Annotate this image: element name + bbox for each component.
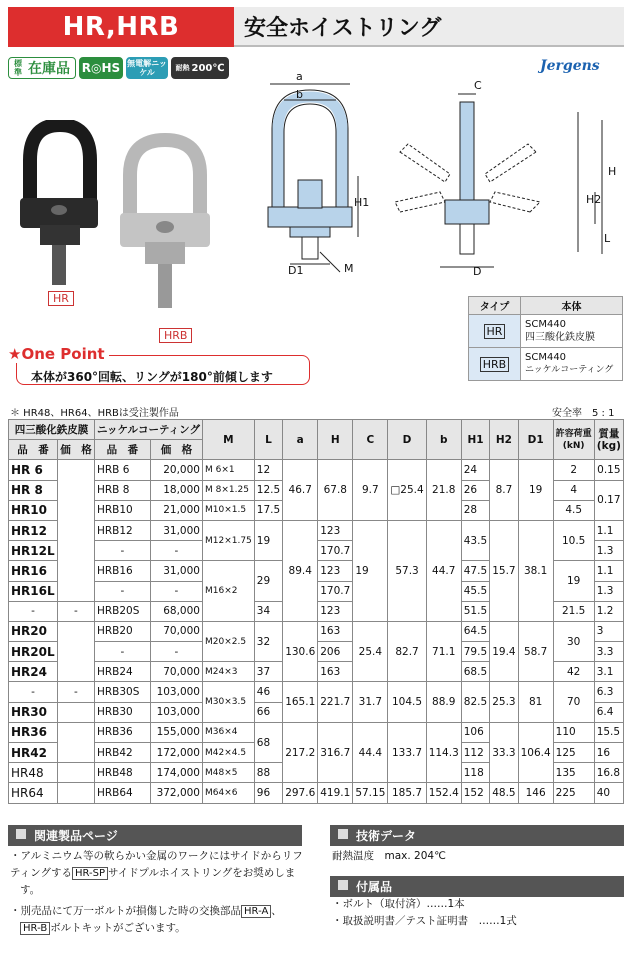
- type-tag: HRB: [480, 357, 509, 372]
- hr-a-link[interactable]: HR-A: [241, 905, 271, 918]
- dim-m: M: [344, 262, 354, 275]
- col-load: 許容荷重 (kN): [553, 420, 594, 460]
- hr-b-link[interactable]: HR-B: [20, 922, 50, 935]
- heat-badge: 耐熱 200℃: [171, 57, 229, 79]
- col-L: L: [254, 420, 282, 460]
- table-row: HR 6 HRB 6 20,000 M 6×1 12 46.7 67.8 9.7 □25.4 21.8 24 8.7 19 2 0.15: [9, 460, 624, 480]
- dim-c: C: [474, 79, 482, 92]
- table-row: HR48 HRB48 174,000 M48×5 88 118 135 16.8: [9, 763, 624, 783]
- related-section-title: 関連製品ページ: [8, 825, 302, 846]
- dim-d: D: [473, 265, 482, 278]
- table-row: HR64 HRB64 372,000 M64×6 96 297.6 419.1 57.15 185.7 152.4 152 48.5 146 225 40: [9, 783, 624, 803]
- table-row: HR24 HRB24 70,000 M24×3 37 163 68.5 42 3.1: [9, 662, 624, 682]
- sub-pn-nickel: 品 番: [94, 440, 150, 460]
- product-title: 安全ホイストリング: [234, 7, 624, 47]
- col-D1: D1: [518, 420, 553, 460]
- stock-badge: 標準 在庫品: [8, 57, 76, 79]
- material-body: SCM440: [525, 319, 567, 330]
- sub-price: 価 格: [57, 440, 94, 460]
- dim-b: b: [296, 88, 303, 101]
- badge-row: [8, 57, 229, 79]
- accessories-text: ・ボルト（取付済）……1本 ・取扱説明書／テスト証明書 ……1式: [332, 898, 517, 927]
- table-row: HR12L - - 170.7 1.3: [9, 541, 624, 561]
- nickel-badge: 無電解ニッケル: [127, 59, 167, 77]
- dim-h: H: [608, 165, 617, 178]
- sub-pn: 品 番: [9, 440, 58, 460]
- col-H: H: [318, 420, 353, 460]
- hr-photo: [20, 125, 98, 285]
- material-finish: 四三酸化鉄皮膜: [525, 332, 595, 343]
- dim-d1: D1: [288, 264, 304, 277]
- hrb-photo: [120, 140, 210, 308]
- related-text: ・アルミニウム等の軟らかい金属のワークにはサイドからリフ ティングする HR-SP サイドプルホイストリングをお奨めしま す。 ・別売品にて万一ボルトが損傷した時の交換部品 HR-A 、 HR-B ボルトキットがございます。: [10, 850, 303, 934]
- safety-factor: 安全率 5 : 1: [552, 408, 615, 419]
- table-row: HR10 HRB10 21,000 M10×1.5 17.5 28 4.5: [9, 500, 624, 520]
- dim-a: a: [296, 70, 303, 83]
- dim-h2: H2: [586, 193, 602, 206]
- jergens-logo: Jergens: [540, 58, 600, 74]
- made-to-order-note: ＊ HR48、HR64、HRBは受注製作品: [10, 408, 179, 419]
- one-point-title: ★One Point: [8, 345, 109, 363]
- table-row: HR30 HRB30 103,000 66 6.4: [9, 702, 624, 722]
- hr-sp-link[interactable]: HR-SP: [72, 867, 108, 880]
- group-header-nickel: ニッケルコーティング: [94, 420, 202, 440]
- col-D: D: [388, 420, 426, 460]
- page-header: [8, 7, 624, 47]
- sub-price-nickel: 価 格: [150, 440, 202, 460]
- material-header-type: タイプ: [469, 297, 521, 315]
- front-view: [268, 84, 358, 272]
- table-row: HR 8 HRB 8 18,000 M 8×1.25 12.5 26 4 0.17: [9, 480, 624, 500]
- table-row: - - HRB20S 68,000 34 123 51.5 21.5 1.2: [9, 601, 624, 621]
- product-photos: [10, 120, 220, 330]
- rohs-badge: R◎HS: [79, 57, 123, 79]
- table-row: HR20 HRB20 70,000 M20×2.5 32 130.6 163 25.4 82.7 71.1 64.5 19.4 58.7 30 3: [9, 621, 624, 641]
- col-C: C: [353, 420, 388, 460]
- tech-text: 耐熱温度 max. 204℃: [332, 850, 446, 862]
- table-row: HR20L - - 206 79.5 3.3: [9, 642, 624, 662]
- col-mass: 質量 (kg): [594, 420, 623, 460]
- table-row: HR16 HRB16 31,000 M16×2 29 123 47.5 19 1.1: [9, 561, 624, 581]
- material-row: [469, 348, 623, 381]
- col-a: a: [283, 420, 318, 460]
- material-body: SCM440: [525, 352, 567, 363]
- col-M: M: [202, 420, 254, 460]
- one-point-text: 本体が360°回転、リングが180°前傾します: [16, 355, 310, 385]
- product-code: HR,HRB: [8, 7, 234, 47]
- material-finish: ニッケルコーティング: [525, 365, 614, 375]
- table-row: HR42 HRB42 172,000 M42×4.5 112 125 16: [9, 743, 624, 763]
- spec-table: [8, 419, 624, 804]
- hrb-photo-label: HRB: [159, 328, 192, 343]
- dim-l: L: [604, 232, 611, 245]
- material-table: [468, 296, 623, 381]
- col-H2: H2: [490, 420, 518, 460]
- table-row: - - HRB30S 103,000 M30×3.5 46 165.1 221.7 31.7 104.5 88.9 82.5 25.3 81 70 6.3: [9, 682, 624, 702]
- dim-h1: H1: [354, 196, 370, 209]
- material-row: [469, 315, 623, 348]
- type-tag: HR: [484, 324, 506, 339]
- table-row: HR36 HRB36 155,000 M36×4 68 217.2 316.7 44.4 133.7 114.3 106 33.3 106.4 110 15.5: [9, 722, 624, 742]
- table-row: HR16L - - 170.7 45.5 1.3: [9, 581, 624, 601]
- side-view: [395, 94, 602, 267]
- one-point-box: [8, 345, 310, 387]
- hr-photo-label: HR: [48, 291, 74, 306]
- group-header-black-oxide: 四三酸化鉄皮膜: [9, 420, 95, 440]
- col-H1: H1: [461, 420, 489, 460]
- col-b: b: [426, 420, 461, 460]
- tech-section-title: 技術データ: [330, 825, 624, 846]
- material-header-body: 本体: [521, 297, 623, 315]
- accessories-section-title: 付属品: [330, 876, 624, 897]
- table-row: HR12 HRB12 31,000 M12×1.75 19 89.4 123 19 57.3 44.7 43.5 15.7 38.1 10.5 1.1: [9, 520, 624, 540]
